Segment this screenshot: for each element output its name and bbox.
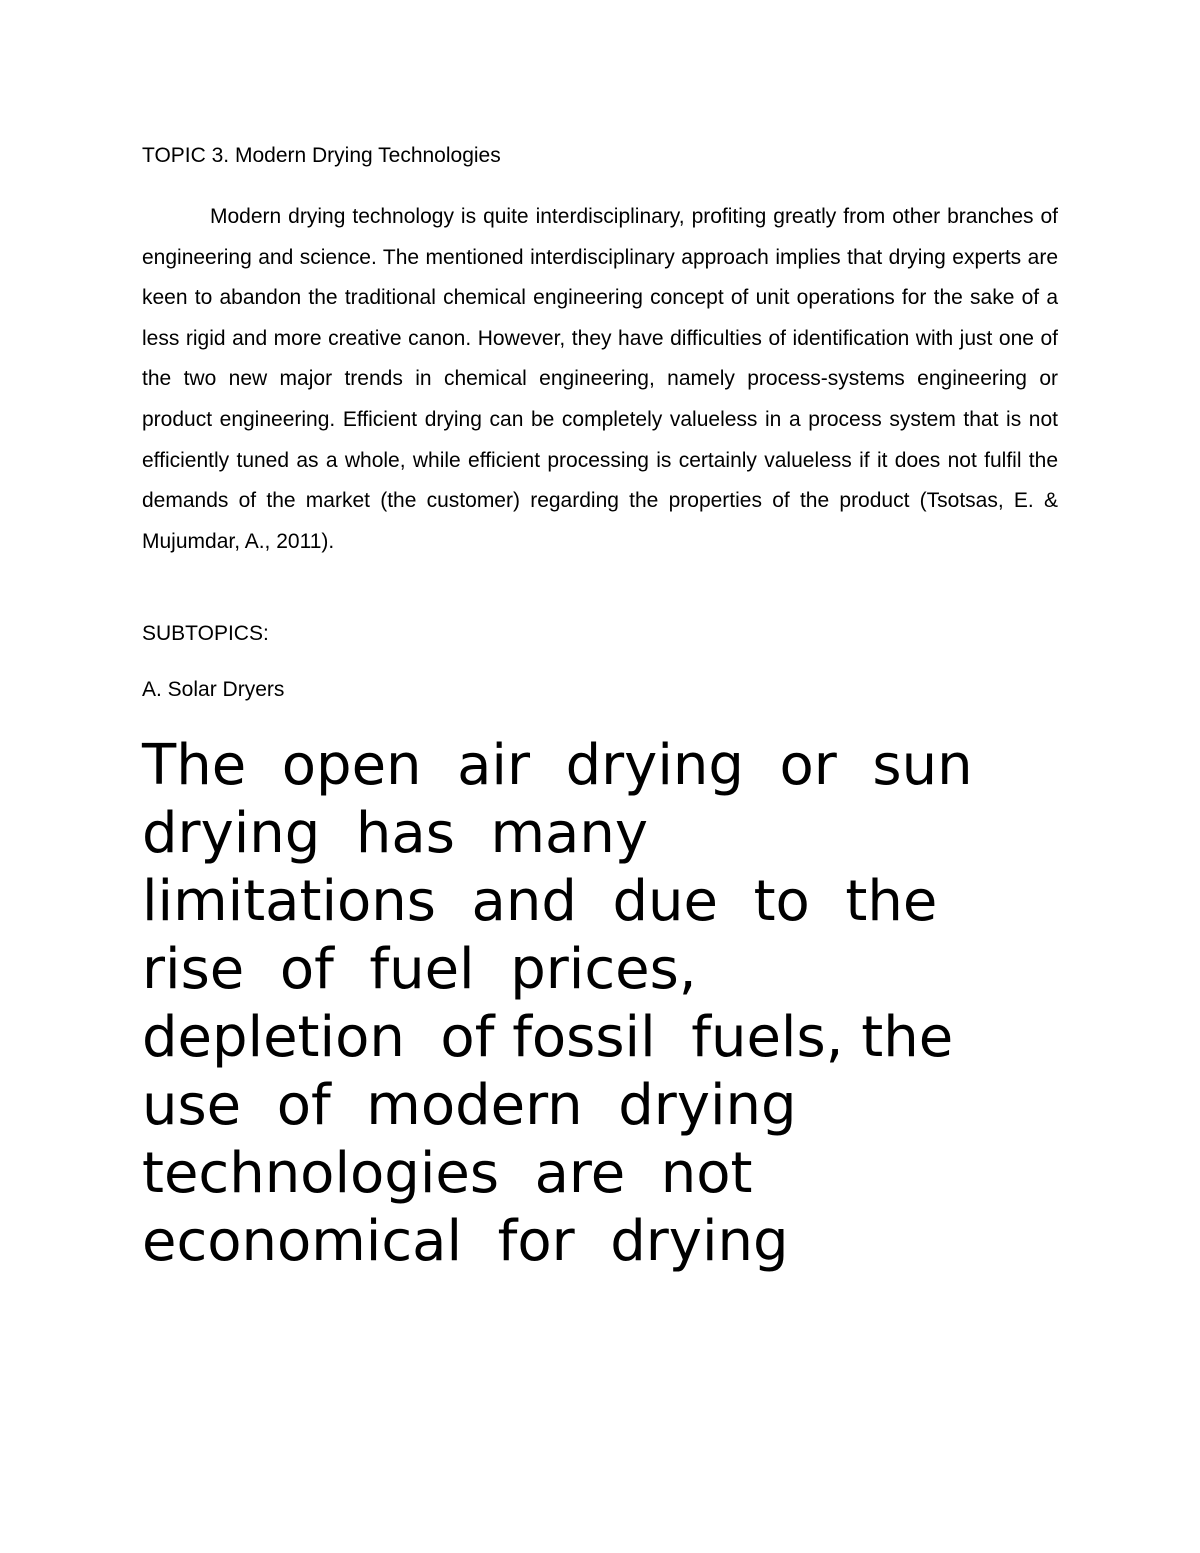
large-text-line: The open air drying or sun — [142, 733, 973, 798]
subtopic-a-title: A. Solar Dryers — [142, 678, 285, 701]
subtopics-heading: SUBTOPICS: — [142, 622, 269, 645]
large-text-line: economical for drying — [142, 1209, 789, 1274]
topic-title: TOPIC 3. Modern Drying Technologies — [142, 144, 501, 167]
large-text-line: technologies are not — [142, 1141, 753, 1206]
large-text-line: depletion of fossil fuels, the — [142, 1005, 954, 1070]
large-text-line: use of modern drying — [142, 1073, 797, 1138]
large-text-line: drying has many — [142, 801, 648, 866]
large-text-line: limitations and due to the — [142, 869, 938, 934]
intro-paragraph: Modern drying technology is quite interdisciplinary, profiting greatly from other branches of engineering and science. The mentioned interdisciplinary approach implies that drying experts are keen to abandon the traditional chemical engineering concept of unit operations for the sake of a less rigid and more creative canon. However, they have difficulties of identification with just one of the two new major trends in chemical engineering, namely process-systems engineering or product engineering. Efficient drying can be completely valueless in a process system that is not efficiently tuned as a whole, while efficient processing is certainly valueless if it does not fulfil the demands of the market (the customer) regarding the properties of the product (Tsotsas, E. & Mujumdar, A., 2011). — [142, 205, 1058, 553]
large-text-block — [142, 732, 1142, 1276]
large-text-line: rise of fuel prices, — [142, 937, 697, 1002]
